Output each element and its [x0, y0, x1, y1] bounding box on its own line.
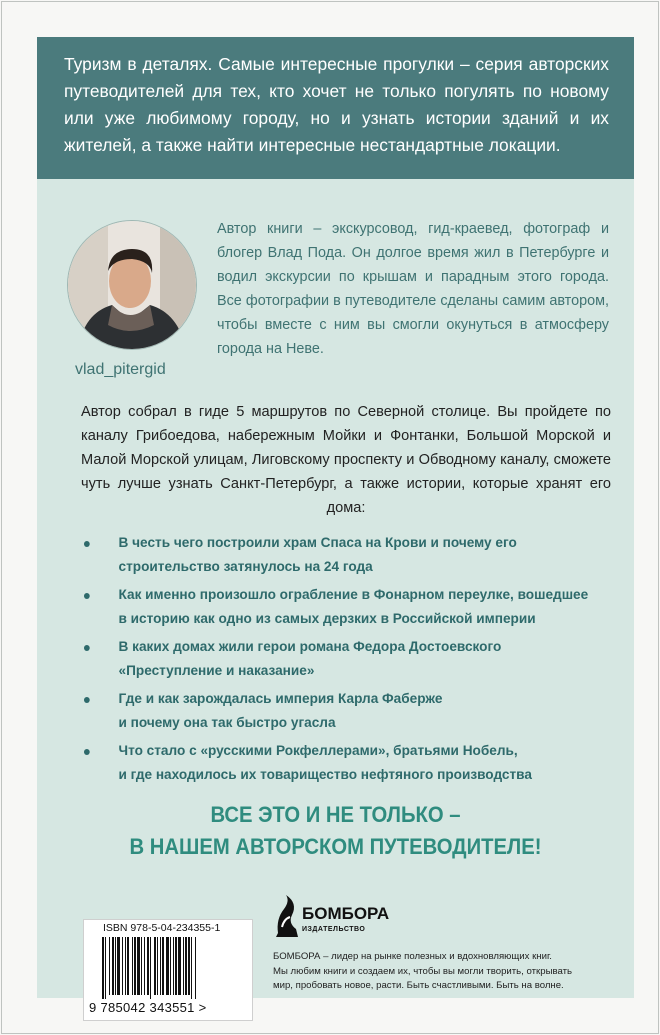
barcode-bar	[160, 937, 161, 995]
book-intro: Автор собрал в гиде 5 маршрутов по Северной столице. Вы пройдете по каналу Грибоедова, набережным Мойки и Фонтанки, Большой Морской и Малой Морской улицам, Лиговскому проспекту и Обводному каналу, сможете чуть лучше узнать Санкт-Петербург, а также истории, которые хранят его дома:	[81, 404, 611, 516]
barcode-bar	[137, 937, 140, 995]
barcode-bar	[102, 937, 104, 999]
barcode-bar	[122, 937, 123, 995]
barcode-bar	[154, 937, 156, 995]
barcode-bar	[178, 937, 181, 995]
publisher-name: БОМБОРА	[302, 904, 390, 923]
barcode-bar	[105, 937, 106, 999]
barcode-bar	[134, 937, 136, 995]
barcode-digits: 9 785042 343551 >	[89, 1000, 207, 1015]
barcode-bar	[166, 937, 169, 995]
barcode-bar	[175, 937, 177, 995]
barcode-bar	[112, 937, 114, 995]
list-item-line: Как именно произошло ограбление в Фонарном переулке, вошедшее	[118, 587, 589, 603]
bullet-dot-icon	[84, 593, 90, 599]
barcode-bar	[150, 937, 151, 999]
publisher-subtitle: ИЗДАТЕЛЬСТВО	[302, 926, 366, 933]
barcode-icon	[102, 937, 234, 999]
list-item-line: и почему она так быстро угасла	[118, 715, 336, 731]
author-bio: Автор книги – экскурсовод, гид-краевед, фотограф и блогер Влад Пода. Он долгое время жил в Петербурге и водил экскурсии по крышам и парадным этого города. Все фотографии в путеводителе сделаны самим автором, чтобы вместе с ним вы смогли окунуться в атмосферу города на Неве.	[217, 221, 609, 357]
barcode-bar	[117, 937, 120, 995]
bombora-wave-icon	[274, 893, 300, 941]
list-item-line: Где и как зарождалась империя Карла Фаберже	[118, 691, 443, 707]
publisher-line: мир, пробовать новое, расти. Быть счастливыми. Быть на волне.	[273, 980, 564, 991]
bullet-dot-icon	[84, 541, 90, 547]
publisher-logo	[274, 893, 404, 943]
series-banner	[37, 37, 634, 179]
back-cover	[37, 37, 634, 1015]
barcode-bar	[170, 937, 171, 995]
list-item	[83, 739, 532, 787]
list-item-line: «Преступление и наказание»	[118, 663, 315, 679]
barcode-bar	[173, 937, 174, 995]
barcode-bar	[115, 937, 116, 995]
bullet-dot-icon	[84, 749, 90, 755]
series-description: Туризм в деталях. Самые интересные прогулки – серия авторских путеводителей для тех, кто хочет не только погулять по новому или уже любимому городу, но и узнать истории зданий и их жителей, а также найти интересные нестандартные локации.	[64, 54, 609, 155]
barcode-bar	[157, 937, 158, 995]
publisher-description	[273, 950, 623, 994]
author-avatar	[67, 220, 197, 350]
author-handle: vlad_pitergid	[75, 361, 166, 378]
barcode-bar	[127, 937, 129, 995]
isbn-text: ISBN 978-5-04-234355-1	[103, 922, 221, 934]
list-item-line: и где находилось их товарищество нефтяного производства	[118, 767, 532, 783]
barcode-bar	[132, 937, 133, 995]
barcode-bar	[162, 937, 164, 995]
barcode-bar	[147, 937, 149, 995]
barcode-bar	[144, 937, 145, 995]
cta-line: В НАШЕМ АВТОРСКОМ ПУТЕВОДИТЕЛЕ!	[129, 834, 542, 859]
barcode-bar	[141, 937, 142, 995]
list-item-line: строительство затянулось на 24 года	[118, 559, 373, 575]
publisher-line: БОМБОРА – лидер на рынке полезных и вдохновляющих книг.	[273, 951, 552, 962]
barcode-bar	[125, 937, 126, 995]
list-item	[83, 531, 517, 579]
barcode-label	[83, 919, 253, 1021]
barcode-bar	[109, 937, 110, 995]
call-to-action	[61, 799, 610, 863]
list-item-line: В каких домах жили герои романа Федора Достоевского	[118, 639, 502, 655]
barcode-bar	[188, 937, 190, 995]
bullet-dot-icon	[84, 645, 90, 651]
list-item-line: в историю как одно из самых дерзких в Российской империи	[118, 611, 536, 627]
barcode-bar	[185, 937, 187, 995]
list-item	[83, 583, 588, 631]
list-item	[83, 635, 501, 683]
bullet-dot-icon	[84, 697, 90, 703]
list-item-line: В честь чего построили храм Спаса на Крови и почему его	[118, 535, 517, 551]
barcode-bar	[183, 937, 184, 995]
cta-line: ВСЕ ЭТО И НЕ ТОЛЬКО –	[210, 802, 461, 827]
publisher-line: Мы любим книги и создаем их, чтобы вы могли творить, открывать	[273, 965, 572, 977]
barcode-bar	[191, 937, 192, 999]
list-item-line: Что стало с «русскими Рокфеллерами», братьями Нобель,	[118, 743, 518, 759]
list-item	[83, 687, 442, 735]
barcode-bar	[195, 937, 196, 999]
